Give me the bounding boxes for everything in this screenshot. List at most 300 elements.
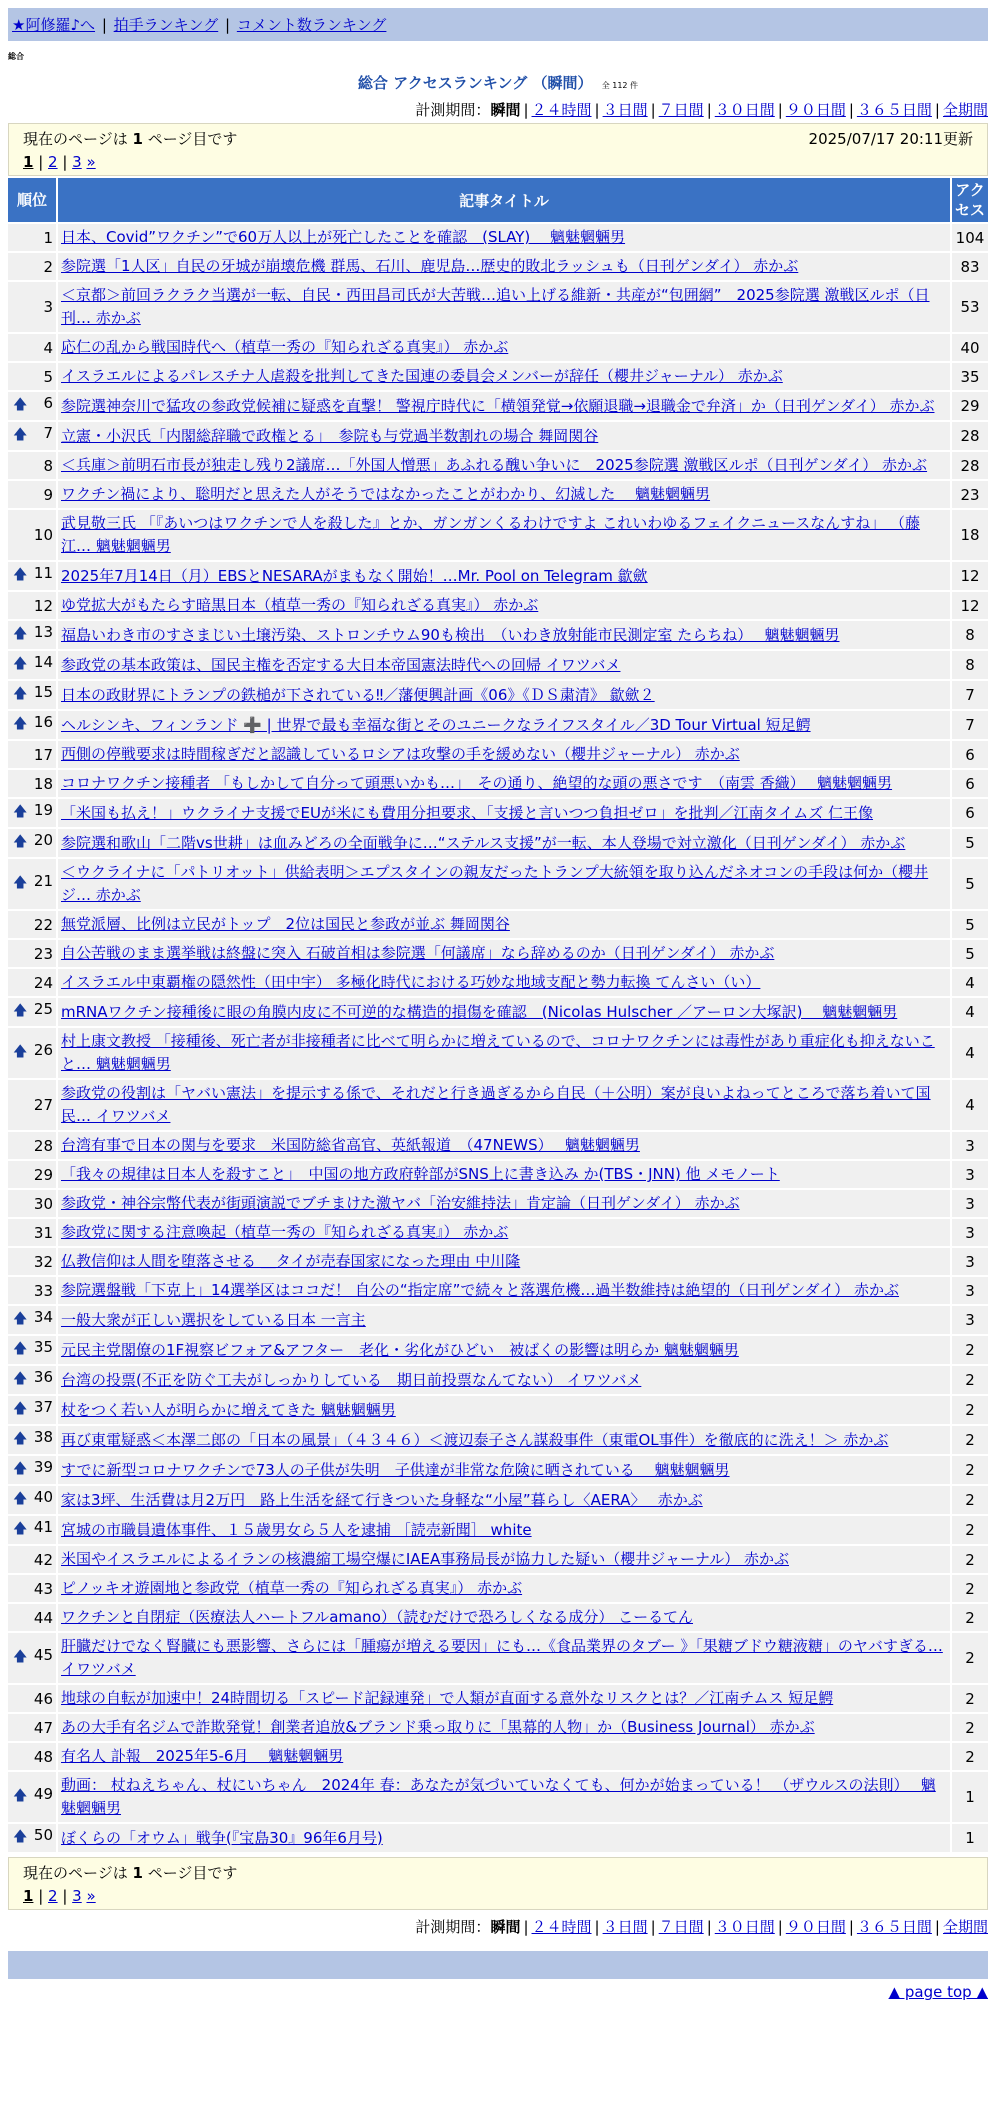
rank-cell bbox=[8, 1575, 56, 1602]
page-current: 1 bbox=[23, 153, 34, 171]
rank-number: 26 bbox=[33, 1041, 53, 1059]
rank-cell bbox=[8, 651, 56, 679]
period-link[interactable]: ３日間 bbox=[602, 1918, 648, 1936]
rank-number: 36 bbox=[33, 1368, 53, 1386]
table-row bbox=[8, 1743, 988, 1770]
page-link[interactable]: 3 bbox=[72, 1887, 82, 1905]
access-count: 2 bbox=[952, 1426, 988, 1454]
page-link[interactable]: 2 bbox=[48, 1887, 58, 1905]
rank-number: 28 bbox=[33, 1136, 53, 1155]
page-link[interactable]: 3 bbox=[72, 153, 82, 171]
up-arrow-icon: 🡅 bbox=[13, 427, 28, 443]
period-link[interactable]: ９０日間 bbox=[785, 1918, 846, 1936]
col-count-header: アクセス bbox=[952, 178, 988, 222]
up-arrow-icon: 🡅 bbox=[13, 1788, 28, 1804]
title-cell bbox=[58, 911, 950, 938]
rank-cell bbox=[8, 1772, 56, 1822]
page-info-current: 1 bbox=[132, 130, 143, 148]
rank-cell bbox=[8, 1190, 56, 1217]
article-link[interactable]: ヘルシンキ、フィンランド ➕ | 世界で最も幸福な街とそのユニークなライフスタイル／3D Tour Virtual 短足鰐 bbox=[61, 715, 811, 734]
table-row bbox=[8, 859, 988, 909]
next-page-link[interactable]: » bbox=[86, 153, 96, 171]
article-link[interactable]: 家は3坪、生活費は月2万円 路上生活を経て行きついた身軽な“小屋”暮らし〈AERA〉 赤かぶ bbox=[61, 1490, 703, 1509]
access-count: 29 bbox=[952, 392, 988, 420]
rank-number: 25 bbox=[33, 1000, 53, 1018]
rank-number: 15 bbox=[33, 683, 53, 701]
article-link[interactable]: 武見敬三氏 「『あいつはワクチンで人を殺した』とか、ガンガンくるわけですよ これいわゆるフェイクニュースなんすね」 （藤江… 魑魅魍魎男 bbox=[61, 514, 920, 555]
access-count: 2 bbox=[952, 1575, 988, 1602]
access-count: 4 bbox=[952, 1080, 988, 1130]
table-row bbox=[8, 1366, 988, 1394]
rank-number: 7 bbox=[43, 424, 53, 442]
article-link[interactable]: ワクチンと自閉症（医療法人ハートフルamano）（読むだけで恐ろしくなる成分） こーるてん bbox=[61, 1608, 694, 1626]
article-link[interactable]: 「我々の規律は日本人を殺すこと」 中国の地方政府幹部がSNS上に書き込み か(TBS・JNN) 他 メモノート bbox=[61, 1165, 780, 1183]
page-info-suffix: ページ目です bbox=[147, 1864, 238, 1882]
rank-number: 20 bbox=[33, 831, 53, 849]
table-row bbox=[8, 1161, 988, 1188]
period-link[interactable]: ９０日間 bbox=[785, 101, 846, 119]
rank-cell bbox=[8, 1132, 56, 1159]
rank-number: 11 bbox=[33, 564, 53, 582]
rank-number: 50 bbox=[33, 1826, 53, 1844]
article-link[interactable]: 応仁の乱から戦国時代へ（植草一秀の『知られざる真実』） 赤かぶ bbox=[61, 338, 509, 356]
title-cell bbox=[58, 621, 950, 649]
rank-number: 13 bbox=[33, 623, 53, 641]
period-link[interactable]: ２４時間 bbox=[531, 1918, 592, 1936]
period-link[interactable]: ３０日間 bbox=[714, 1918, 775, 1936]
rank-number: 17 bbox=[33, 745, 53, 764]
up-arrow-icon: 🡅 bbox=[13, 1371, 28, 1387]
period-separator: | bbox=[706, 101, 712, 119]
article-link[interactable]: 再び東電疑惑＜本澤二郎の「日本の風景」（４３４６）＜渡辺泰子さん謀殺事件（東電OL事件）を徹底的に洗え！＞ 赤かぶ bbox=[61, 1430, 889, 1449]
article-link[interactable]: 立憲・小沢氏「内閣総辞職で政権とる」 参院も与党過半数割れの場合 舞岡関谷 bbox=[61, 426, 599, 445]
access-count: 3 bbox=[952, 1306, 988, 1334]
title-cell bbox=[58, 392, 950, 420]
rank-cell bbox=[8, 282, 56, 332]
article-link[interactable]: 「米国も払え！」ウクライナ支援でEUが米にも費用分担要求、「支援と言いつつ負担ゼロ」を批判／江南タイムズ 仁王像 bbox=[61, 803, 873, 822]
table-row bbox=[8, 592, 988, 619]
period-link[interactable]: ３０日間 bbox=[714, 101, 775, 119]
access-count: 4 bbox=[952, 969, 988, 996]
table-row bbox=[8, 621, 988, 649]
table-row bbox=[8, 711, 988, 739]
title-cell bbox=[58, 741, 950, 768]
access-count: 6 bbox=[952, 741, 988, 768]
title-cell bbox=[58, 1132, 950, 1159]
page-top-link[interactable]: ▲ page top ▲ bbox=[888, 1983, 988, 2001]
rank-cell bbox=[8, 481, 56, 508]
article-link[interactable]: 参政党の役割は「ヤバい憲法」を提示する係で、それだと行き過ぎるから自民（＋公明）案が良いよねってところで落ち着いて国民… イワツバメ bbox=[61, 1084, 931, 1125]
rank-number: 16 bbox=[33, 713, 53, 731]
title-cell bbox=[58, 1366, 950, 1394]
title-cell bbox=[58, 422, 950, 450]
table-row bbox=[8, 1080, 988, 1130]
rank-number: 46 bbox=[33, 1689, 53, 1708]
rank-number: 4 bbox=[43, 338, 53, 357]
rank-number: 29 bbox=[33, 1165, 53, 1184]
table-row bbox=[8, 681, 988, 709]
rank-cell bbox=[8, 829, 56, 857]
article-link[interactable]: 参院選神奈川で猛攻の参政党候補に疑惑を直撃！ 警視庁時代に「横領発覚→依願退職→退職金で弁済」か（日刊ゲンダイ） 赤かぶ bbox=[61, 396, 935, 415]
top-nav-bar bbox=[8, 8, 988, 41]
article-link[interactable]: ピノッキオ遊園地と参政党（植草一秀の『知られざる真実』） 赤かぶ bbox=[61, 1579, 523, 1597]
period-current: 瞬間 bbox=[490, 101, 521, 119]
access-count: 1 bbox=[952, 1824, 988, 1852]
up-arrow-icon: 🡅 bbox=[13, 1649, 28, 1665]
table-row bbox=[8, 1306, 988, 1334]
access-count: 5 bbox=[952, 940, 988, 967]
up-arrow-icon: 🡅 bbox=[13, 1341, 28, 1357]
title-cell bbox=[58, 1516, 950, 1544]
article-link[interactable]: 福島いわき市のすさまじい土壌汚染、ストロンチウム90も検出 （いわき放射能市民測定室 たらちね） 魑魅魍魎男 bbox=[61, 625, 840, 644]
rank-cell bbox=[8, 998, 56, 1026]
period-link[interactable]: 全期間 bbox=[942, 101, 988, 119]
table-row bbox=[8, 1132, 988, 1159]
period-separator: | bbox=[650, 101, 656, 119]
updated-timestamp: 2025/07/17 20:11更新 bbox=[808, 130, 973, 148]
article-link[interactable]: ゆ党拡大がもたらす暗黒日本（植草一秀の『知られざる真実』） 赤かぶ bbox=[61, 596, 539, 614]
up-arrow-icon: 🡅 bbox=[13, 626, 28, 642]
access-count: 1 bbox=[952, 1772, 988, 1822]
rank-cell bbox=[8, 224, 56, 251]
rank-number: 8 bbox=[43, 456, 53, 475]
article-link[interactable]: 米国やイスラエルによるイランの核濃縮工場空爆にIAEA事務局長が協力した疑い（櫻井ジャーナル） 赤かぶ bbox=[61, 1550, 789, 1568]
rank-cell bbox=[8, 392, 56, 420]
table-row bbox=[8, 969, 988, 996]
title-cell bbox=[58, 969, 950, 996]
page-separator: | bbox=[33, 153, 49, 171]
period-link[interactable]: ３６５日間 bbox=[856, 1918, 932, 1936]
table-row bbox=[8, 282, 988, 332]
access-count: 2 bbox=[952, 1714, 988, 1741]
up-arrow-icon: 🡅 bbox=[13, 656, 28, 672]
article-link[interactable]: 仏教信仰は人間を堕落させる ＿タイが売春国家になった理由 中川隆 bbox=[61, 1252, 521, 1270]
rank-cell bbox=[8, 1161, 56, 1188]
title-cell bbox=[58, 1219, 950, 1246]
col-rank-header: 順位 bbox=[8, 178, 56, 222]
title-cell bbox=[58, 1456, 950, 1484]
table-row bbox=[8, 452, 988, 479]
title-cell bbox=[58, 1306, 950, 1334]
article-link[interactable]: 日本、Covid”ワクチン”で60万人以上が死亡したことを確認 (SLAY) 魑魅魍魎男 bbox=[61, 228, 626, 246]
period-separator: | bbox=[848, 101, 854, 119]
table-row bbox=[8, 392, 988, 420]
nav-separator: | bbox=[101, 16, 107, 34]
rank-number: 9 bbox=[43, 485, 53, 504]
nav-separator: | bbox=[225, 16, 231, 34]
article-link[interactable]: 台湾有事で日本の関与を要求 米国防総省高官、英紙報道 （47NEWS） 魑魅魍魎男 bbox=[61, 1136, 640, 1154]
title-cell bbox=[58, 1396, 950, 1424]
article-link[interactable]: コロナワクチン接種者 「もしかして自分って頭悪いかも…」 その通り、絶望的な頭の悪さです （南雲 香織） 魑魅魍魎男 bbox=[61, 774, 893, 792]
title-cell bbox=[58, 799, 950, 827]
access-count: 3 bbox=[952, 1132, 988, 1159]
page-info bbox=[23, 128, 237, 149]
rank-cell bbox=[8, 1277, 56, 1304]
period-separator: | bbox=[848, 1918, 854, 1936]
pagination-box-bottom bbox=[8, 1857, 988, 1910]
up-arrow-icon: 🡅 bbox=[13, 1431, 28, 1447]
title-cell bbox=[58, 1743, 950, 1770]
clap-ranking-link[interactable]: 拍手ランキング bbox=[113, 16, 219, 34]
article-link[interactable]: すでに新型コロナワクチンで73人の子供が失明 子供達が非常な危険に晒されている 魑魅魍魎男 bbox=[61, 1460, 730, 1479]
comment-ranking-link[interactable]: コメント数ランキング bbox=[236, 16, 387, 34]
title-cell bbox=[58, 334, 950, 361]
rank-cell bbox=[8, 592, 56, 619]
article-link[interactable]: ＜京都＞前回ラクラク当選が一転、自民・西田昌司氏が大苦戦…追い上げる維新・共産が“包囲網” 2025参院選 激戦区ルポ（日刊… 赤かぶ bbox=[61, 286, 930, 327]
title-cell bbox=[58, 940, 950, 967]
page-info-current: 1 bbox=[132, 1864, 143, 1882]
page-separator: | bbox=[33, 1887, 49, 1905]
access-count: 3 bbox=[952, 1161, 988, 1188]
title-cell bbox=[58, 452, 950, 479]
rank-cell bbox=[8, 1824, 56, 1852]
article-link[interactable]: 参院選「1人区」自民の牙城が崩壊危機 群馬、石川、鹿児島…歴史的敗北ラッシュも（日刊ゲンダイ） 赤かぶ bbox=[61, 257, 799, 275]
rank-cell bbox=[8, 911, 56, 938]
article-link[interactable]: 宮城の市職員遺体事件、１５歳男女ら５人を逮捕 ［読売新聞］ white bbox=[61, 1520, 532, 1539]
period-separator: | bbox=[934, 101, 940, 119]
access-count: 83 bbox=[952, 253, 988, 280]
access-count: 2 bbox=[952, 1743, 988, 1770]
table-row bbox=[8, 911, 988, 938]
article-link[interactable]: ぼくらの「オウム」戦争(『宝島30』96年6月号) bbox=[61, 1828, 383, 1847]
next-page-link[interactable]: » bbox=[86, 1887, 96, 1905]
period-link[interactable]: ７日間 bbox=[658, 101, 704, 119]
up-arrow-icon: 🡅 bbox=[13, 804, 28, 820]
rank-number: 1 bbox=[43, 228, 53, 247]
period-link[interactable]: ３６５日間 bbox=[856, 101, 932, 119]
article-link[interactable]: 杖をつく若い人が明らかに増えてきた 魑魅魍魎男 bbox=[61, 1400, 396, 1419]
article-link[interactable]: イスラエル中東覇権の隠然性（田中宇） 多極化時代における巧妙な地域支配と勢力転換 てんさい（い） bbox=[61, 973, 761, 991]
title-cell bbox=[58, 1161, 950, 1188]
article-link[interactable]: 無党派層、比例は立民がトップ 2位は国民と参政が並ぶ 舞岡関谷 bbox=[61, 915, 510, 933]
table-row bbox=[8, 1277, 988, 1304]
period-label: 計測期間： bbox=[415, 1918, 491, 1936]
up-arrow-icon: 🡅 bbox=[13, 397, 28, 413]
rank-cell bbox=[8, 1336, 56, 1364]
article-link[interactable]: 有名人 訃報 2025年5-6月 魑魅魍魎男 bbox=[61, 1747, 344, 1765]
page-title-text: 総合 アクセスランキング （瞬間） bbox=[357, 74, 593, 92]
up-arrow-icon: 🡅 bbox=[13, 834, 28, 850]
up-arrow-icon: 🡅 bbox=[13, 1311, 28, 1327]
table-row bbox=[8, 1219, 988, 1246]
access-count: 6 bbox=[952, 799, 988, 827]
rank-cell bbox=[8, 422, 56, 450]
access-count: 18 bbox=[952, 510, 988, 560]
period-selector-top bbox=[8, 99, 988, 120]
title-cell bbox=[58, 1190, 950, 1217]
up-arrow-icon: 🡅 bbox=[13, 1401, 28, 1417]
article-link[interactable]: mRNAワクチン接種後に眼の角膜内皮に不可逆的な構造的損傷を確認 (Nicolas Hulscher ／アーロン大塚訳) 魑魅魍魎男 bbox=[61, 1002, 898, 1021]
article-link[interactable]: あの大手有名ジムで詐欺発覚！創業者追放&ブランド乗っ取りに「黒幕的人物」か（Business Journal） 赤かぶ bbox=[61, 1718, 815, 1736]
title-cell bbox=[58, 1426, 950, 1454]
rank-cell bbox=[8, 799, 56, 827]
period-separator: | bbox=[706, 1918, 712, 1936]
rank-cell bbox=[8, 940, 56, 967]
period-link[interactable]: ７日間 bbox=[658, 1918, 704, 1936]
rank-number: 40 bbox=[33, 1488, 53, 1506]
table-row bbox=[8, 799, 988, 827]
rank-number: 18 bbox=[33, 774, 53, 793]
access-count: 2 bbox=[952, 1456, 988, 1484]
title-cell bbox=[58, 1772, 950, 1822]
page-info-prefix: 現在のページは bbox=[23, 1864, 128, 1882]
rank-cell bbox=[8, 363, 56, 390]
rank-number: 35 bbox=[33, 1338, 53, 1356]
period-separator: | bbox=[650, 1918, 656, 1936]
home-link[interactable]: ★阿修羅♪へ bbox=[12, 16, 96, 34]
access-count: 2 bbox=[952, 1516, 988, 1544]
title-cell bbox=[58, 282, 950, 332]
access-count: 28 bbox=[952, 422, 988, 450]
rank-cell bbox=[8, 1486, 56, 1514]
title-cell bbox=[58, 859, 950, 909]
article-link[interactable]: 2025年7月14日（月）EBSとNESARAがまもなく開始！…Mr. Pool on Telegram 歙歛 bbox=[61, 566, 648, 585]
article-link[interactable]: 参政党の基本政策は、国民主権を否定する大日本帝国憲法時代への回帰 イワツバメ bbox=[61, 655, 621, 674]
period-link[interactable]: 全期間 bbox=[942, 1918, 988, 1936]
article-link[interactable]: 参院選盤戦「下克上」14選挙区はココだ！ 自公の“指定席”で続々と落選危機…過半数維持は絶望的（日刊ゲンダイ） 赤かぶ bbox=[61, 1281, 899, 1299]
title-cell bbox=[58, 998, 950, 1026]
title-cell bbox=[58, 1028, 950, 1078]
access-count: 2 bbox=[952, 1685, 988, 1712]
table-row bbox=[8, 770, 988, 797]
article-link[interactable]: 一般大衆が正しい選択をしている日本 一言主 bbox=[61, 1310, 366, 1329]
rank-number: 49 bbox=[33, 1785, 53, 1803]
title-cell bbox=[58, 1604, 950, 1631]
access-count: 2 bbox=[952, 1633, 988, 1683]
title-cell bbox=[58, 829, 950, 857]
article-link[interactable]: 村上康文教授 「接種後、死亡者が非接種者に比べて明らかに増えているので、コロナワクチンには毒性があり重症化も抑えないこと… 魑魅魍魎男 bbox=[61, 1032, 935, 1073]
article-link[interactable]: ＜ウクライナに「パトリオット」供給表明＞エプスタインの親友だったトランプ大統領を取り込んだネオコンの手段は何か（櫻井ジ… 赤かぶ bbox=[61, 863, 929, 904]
access-count: 2 bbox=[952, 1546, 988, 1573]
rank-cell bbox=[8, 1396, 56, 1424]
article-link[interactable]: 肝臓だけでなく腎臓にも悪影響、さらには「腫瘍が増える要因」にも…《食品業界のタブー 》「果糖ブドウ糖液糖」のヤバすぎる… イワツバメ bbox=[61, 1637, 943, 1678]
rank-cell bbox=[8, 1546, 56, 1573]
title-cell bbox=[58, 651, 950, 679]
access-count: 104 bbox=[952, 224, 988, 251]
period-link[interactable]: ２４時間 bbox=[531, 101, 592, 119]
up-arrow-icon: 🡅 bbox=[13, 1829, 28, 1845]
pagination-box-top bbox=[8, 123, 988, 176]
table-row bbox=[8, 1546, 988, 1573]
article-link[interactable]: ＜兵庫＞前明石市長が独走し残り2議席…「外国人憎悪」あふれる醜い争いに 2025参院選 激戦区ルポ（日刊ゲンダイ） 赤かぶ bbox=[61, 456, 928, 474]
category-label: 総合 bbox=[8, 52, 24, 61]
article-link[interactable]: ワクチン禍により、聡明だと思えた人がそうではなかったことがわかり、幻滅した 魑魅魍魎男 bbox=[61, 485, 711, 503]
rank-cell bbox=[8, 969, 56, 996]
rank-number: 14 bbox=[33, 653, 53, 671]
table-row bbox=[8, 998, 988, 1026]
rank-number: 39 bbox=[33, 1458, 53, 1476]
rank-number: 27 bbox=[33, 1096, 53, 1114]
title-cell bbox=[58, 481, 950, 508]
rank-number: 12 bbox=[33, 596, 53, 615]
article-link[interactable]: 地球の自転が加速中！24時間切る「スピード記録連発」で人類が直面する意外なリスクとは？／江南チムス 短足鰐 bbox=[61, 1689, 834, 1707]
title-cell bbox=[58, 1546, 950, 1573]
access-count: 3 bbox=[952, 1190, 988, 1217]
article-link[interactable]: 自公苦戦のまま選挙戦は終盤に突入 石破首相は参院選「何議席」なら辞めるのか（日刊ゲンダイ） 赤かぶ bbox=[61, 944, 775, 962]
period-link[interactable]: ３日間 bbox=[602, 101, 648, 119]
title-cell bbox=[58, 681, 950, 709]
rank-cell bbox=[8, 711, 56, 739]
table-row bbox=[8, 1426, 988, 1454]
article-link[interactable]: 西側の停戦要求は時間稼ぎだと認識しているロシアは攻撃の手を緩めない（櫻井ジャーナル） 赤かぶ bbox=[61, 745, 740, 763]
rank-number: 33 bbox=[33, 1281, 53, 1300]
title-cell bbox=[58, 1685, 950, 1712]
table-row bbox=[8, 334, 988, 361]
access-count: 28 bbox=[952, 452, 988, 479]
article-link[interactable]: 台湾の投票(不正を防ぐ工夫がしっかりしている 期日前投票なんてない） イワツバメ bbox=[61, 1370, 642, 1389]
article-link[interactable]: 動画： 杖ねえちゃん、杖にいちゃん 2024年 春：あなたが気づいていなくても、何かが始まっている！ （ザウルスの法則） 魑魅魍魎男 bbox=[61, 1776, 936, 1817]
access-count: 7 bbox=[952, 711, 988, 739]
access-count: 4 bbox=[952, 1028, 988, 1078]
page-info-prefix: 現在のページは bbox=[23, 130, 128, 148]
table-row bbox=[8, 1486, 988, 1514]
article-link[interactable]: 参政党に関する注意喚起（植草一秀の『知られざる真実』） 赤かぶ bbox=[61, 1223, 509, 1241]
article-link[interactable]: イスラエルによるパレスチナ人虐殺を批判してきた国連の委員会メンバーが辞任（櫻井ジャーナル） 赤かぶ bbox=[61, 367, 783, 385]
access-count: 40 bbox=[952, 334, 988, 361]
rank-number: 37 bbox=[33, 1398, 53, 1416]
rank-cell bbox=[8, 253, 56, 280]
page-title bbox=[0, 72, 996, 93]
rank-number: 10 bbox=[33, 526, 53, 544]
access-count: 2 bbox=[952, 1486, 988, 1514]
rank-cell bbox=[8, 1080, 56, 1130]
page-info-row bbox=[23, 128, 973, 149]
ranking-table bbox=[6, 176, 990, 1854]
rank-cell bbox=[8, 1633, 56, 1683]
table-row bbox=[8, 940, 988, 967]
rank-cell bbox=[8, 1028, 56, 1078]
page-info-suffix: ページ目です bbox=[147, 130, 238, 148]
table-header-row bbox=[8, 178, 988, 222]
access-count: 53 bbox=[952, 282, 988, 332]
page-link[interactable]: 2 bbox=[48, 153, 58, 171]
table-row bbox=[8, 481, 988, 508]
table-row bbox=[8, 1824, 988, 1852]
period-separator: | bbox=[523, 101, 529, 119]
page-top-container bbox=[8, 1983, 988, 2001]
up-arrow-icon: 🡅 bbox=[13, 567, 28, 583]
total-count: 全 112 件 bbox=[601, 81, 639, 90]
title-cell bbox=[58, 1336, 950, 1364]
table-row bbox=[8, 1396, 988, 1424]
article-link[interactable]: 参政党・神谷宗幣代表が街頭演説でブチまけた激ヤバ「治安維持法」肯定論（日刊ゲンダイ） 赤かぶ bbox=[61, 1194, 740, 1212]
rank-number: 3 bbox=[43, 298, 53, 316]
page-info-bottom bbox=[23, 1862, 973, 1883]
title-cell bbox=[58, 1633, 950, 1683]
period-items bbox=[490, 1918, 988, 1936]
rank-cell bbox=[8, 681, 56, 709]
rank-number: 42 bbox=[33, 1550, 53, 1569]
title-cell bbox=[58, 363, 950, 390]
table-row bbox=[8, 1248, 988, 1275]
period-separator: | bbox=[523, 1918, 529, 1936]
table-row bbox=[8, 1190, 988, 1217]
title-cell bbox=[58, 224, 950, 251]
article-link[interactable]: 元民主党閣僚の1F視察ビフォア&アフター 老化・劣化がひどい 被ばくの影響は明らか 魑魅魍魎男 bbox=[61, 1340, 739, 1359]
access-count: 7 bbox=[952, 681, 988, 709]
title-cell bbox=[58, 1248, 950, 1275]
table-row bbox=[8, 1604, 988, 1631]
article-link[interactable]: 参院選和歌山「二階vs世耕」は血みどろの全面戦争に…“ステルス支援”が一転、本人登場で対立激化（日刊ゲンダイ） 赤かぶ bbox=[61, 833, 906, 852]
table-row bbox=[8, 829, 988, 857]
title-cell bbox=[58, 1575, 950, 1602]
rank-cell bbox=[8, 334, 56, 361]
article-link[interactable]: 日本の政財界にトランプの鉄槌が下されている‼／藩便興計画《06》《ＤＳ粛清》 歙歛２ bbox=[61, 685, 655, 704]
title-cell bbox=[58, 1486, 950, 1514]
access-count: 4 bbox=[952, 998, 988, 1026]
rank-cell bbox=[8, 1219, 56, 1246]
table-row bbox=[8, 1685, 988, 1712]
